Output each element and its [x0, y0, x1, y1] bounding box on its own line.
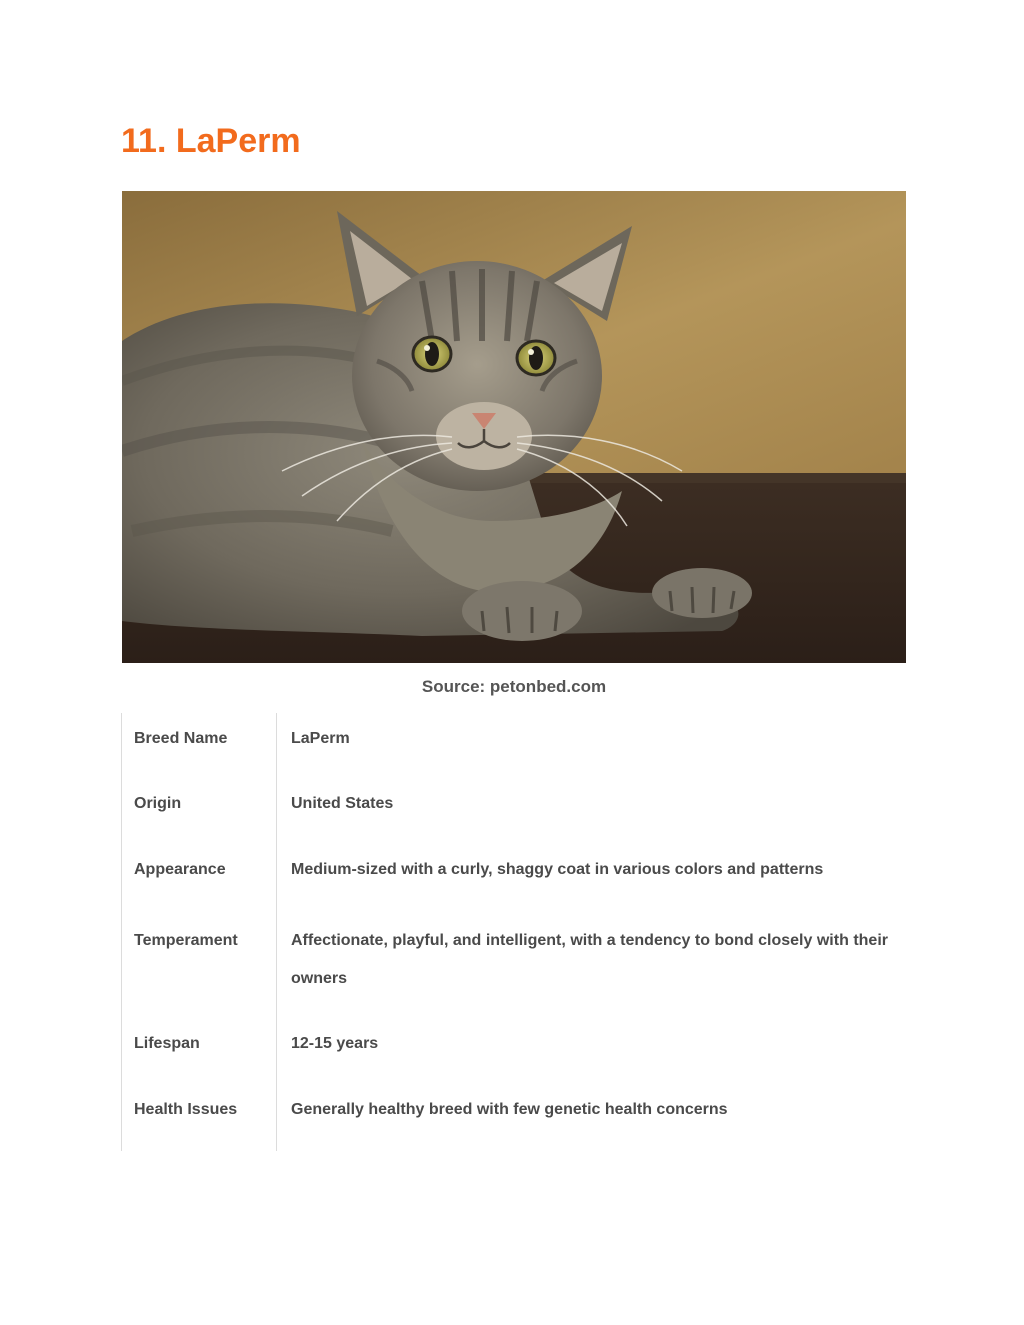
row-label-lifespan: Lifespan	[134, 1035, 200, 1052]
row-label-origin: Origin	[134, 795, 182, 812]
breed-info-table	[121, 713, 906, 1151]
page-title: 11. LaPerm	[121, 122, 301, 160]
row-label-appearance: Appearance	[134, 861, 226, 878]
row-label-temperament: Temperament	[134, 932, 238, 949]
table-column-divider	[276, 713, 277, 1151]
row-value-temperament: Affectionate, playful, and intelligent, with a tendency to bond closely with their owners	[291, 932, 888, 987]
row-value-appearance: Medium-sized with a curly, shaggy coat in various colors and patterns	[291, 861, 824, 878]
cat-photo-illustration	[122, 191, 906, 663]
table-left-border	[121, 713, 122, 1151]
row-label-health-issues: Health Issues	[134, 1101, 238, 1118]
row-label-breed-name: Breed Name	[134, 730, 228, 747]
image-source-caption: Source: petonbed.com	[421, 677, 607, 696]
cat-photo	[122, 191, 906, 663]
row-value-origin: United States	[291, 795, 394, 812]
row-value-health-issues: Generally healthy breed with few genetic health concerns	[291, 1101, 728, 1118]
row-value-lifespan: 12-15 years	[291, 1035, 379, 1052]
row-value-breed-name: LaPerm	[291, 730, 350, 747]
